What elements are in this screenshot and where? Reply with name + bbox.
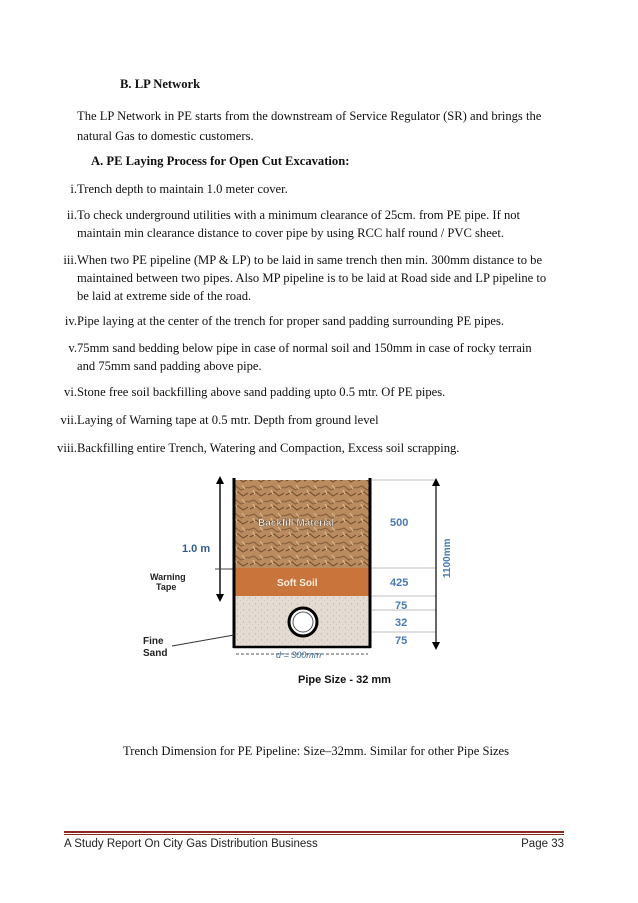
depth-arrow-head-bottom	[216, 594, 224, 602]
backfill-label: Backfill Material	[258, 518, 335, 529]
list-item-number: vii.	[60, 413, 77, 427]
list-item-text: Backfilling entire Trench, Watering and Compaction, Excess soil scrapping.	[77, 441, 460, 455]
dim-32: 32	[395, 617, 408, 629]
total-depth-head-top	[432, 478, 440, 486]
section-heading: B. LP Network	[120, 77, 201, 91]
width-label: d = 300mm	[276, 650, 322, 660]
list-item-number: ii.	[66, 208, 77, 222]
fine-sand-pointer	[172, 635, 234, 646]
dim-75-top: 75	[395, 600, 408, 612]
list-item-text: To check underground utilities with a minimum clearance of 25cm. from PE pipe. If not	[77, 208, 521, 222]
warning-tape-label-2: Tape	[156, 582, 177, 592]
list-item-text: maintained between two pipes. Also MP pipeline is to be laid at Road side and LP pipeline to	[77, 271, 547, 285]
list-item-text: maintain min clearance distance to cover pipe by using RCC half round / PVC sheet.	[77, 226, 505, 240]
footer-rule-thin	[64, 834, 564, 835]
list-item-number: i.	[70, 182, 77, 196]
list-item-text: be laid at extreme side of the road.	[77, 289, 252, 303]
cover-label: 1.0 m	[182, 543, 211, 555]
list-item-number: v.	[68, 341, 77, 355]
footer-rule	[64, 831, 564, 833]
depth-arrow-head-top	[216, 476, 224, 484]
list-item-text: and 75mm sand padding above pipe.	[77, 359, 262, 373]
list-item-number: viii.	[57, 441, 77, 455]
dim-500: 500	[390, 517, 409, 529]
subheading: A. PE Laying Process for Open Cut Excavation:	[91, 154, 350, 168]
figure-caption: Trench Dimension for PE Pipeline: Size–32mm. Similar for other Pipe Sizes	[123, 744, 510, 758]
list-item-text: When two PE pipeline (MP & LP) to be laid in same trench then min. 300mm distance to be	[77, 253, 543, 267]
soft-soil-label: Soft Soil	[277, 578, 318, 589]
warning-tape-label-1: Warning	[150, 572, 186, 582]
list-item-text: Trench depth to maintain 1.0 meter cover.	[77, 182, 288, 196]
intro-line-1: The LP Network in PE starts from the downstream of Service Regulator (SR) and brings the	[77, 109, 542, 123]
list-item-text: Laying of Warning tape at 0.5 mtr. Depth from ground level	[77, 413, 379, 427]
footer-title: A Study Report On City Gas Distribution Business	[64, 838, 318, 850]
trench-diagram	[140, 470, 470, 695]
pipe-size-label: Pipe Size - 32 mm	[298, 674, 391, 686]
list-item-text: 75mm sand bedding below pipe in case of normal soil and 150mm in case of rocky terrain	[77, 341, 532, 355]
dim-75-bottom: 75	[395, 635, 408, 647]
fine-sand-label-2: Sand	[143, 648, 168, 659]
page-number: Page 33	[521, 838, 564, 850]
list-item-text: Pipe laying at the center of the trench for proper sand padding surrounding PE pipes.	[77, 314, 505, 328]
list-item-text: Stone free soil backfilling above sand padding upto 0.5 mtr. Of PE pipes.	[77, 385, 446, 399]
total-depth-head-bottom	[432, 642, 440, 650]
list-item-number: iii.	[63, 253, 77, 267]
dim-425: 425	[390, 577, 409, 589]
list-item-number: iv.	[64, 314, 77, 328]
list-item-number: vi.	[64, 385, 77, 399]
fine-sand-label-1: Fine	[143, 636, 164, 647]
total-depth-label: 1100mm	[442, 538, 453, 578]
intro-line-2: natural Gas to domestic customers.	[77, 129, 254, 143]
